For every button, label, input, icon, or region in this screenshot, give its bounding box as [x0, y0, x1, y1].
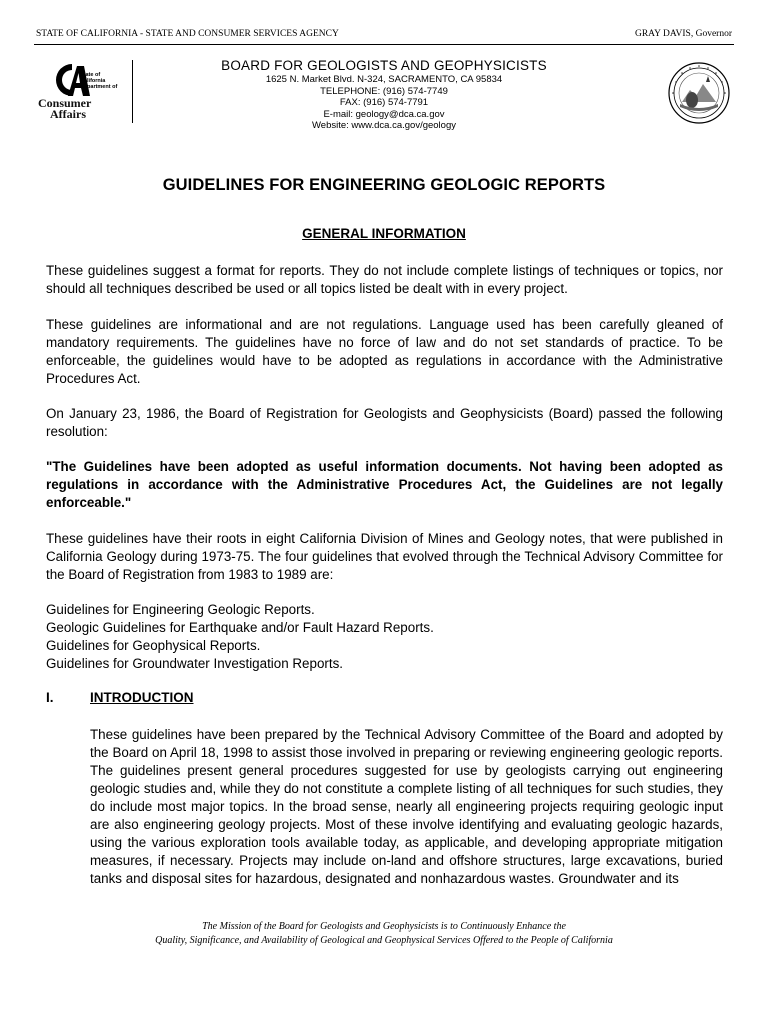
- document-title: GUIDELINES FOR ENGINEERING GEOLOGIC REPORTS: [162, 176, 606, 194]
- governor-name: GRAY DAVIS, Governor: [634, 29, 732, 39]
- paragraph-roots: These guidelines have their roots in eight California Division of Mines and Geology notes, that were published in California Geology during 1973-75. The four guidelines that evolved through the Technical Advisory Committee for the Board of Registration from 1983 to 1989 are:: [46, 531, 723, 582]
- paragraph-format: These guidelines suggest a format for reports. They do not include complete listings of techniques or topics, nor should all techniques described be used or all topics listed be dealt with in every project.: [46, 263, 723, 296]
- mission-line-2: Quality, Significance, and Availability of Geological and Geophysical Services Offered to the People of California: [155, 935, 613, 946]
- list-item: Guidelines for Engineering Geologic Reports.: [46, 602, 315, 617]
- board-telephone: TELEPHONE: (916) 574-7749: [320, 85, 448, 97]
- list-item: Guidelines for Geophysical Reports.: [46, 638, 261, 653]
- logo-affairs: Affairs: [50, 107, 86, 121]
- section-subtitle: GENERAL INFORMATION: [302, 226, 466, 241]
- board-fax: FAX: (916) 574-7791: [339, 97, 429, 108]
- mission-statement: [0, 920, 768, 948]
- board-name: BOARD FOR GEOLOGISTS AND GEOPHYSICISTS: [221, 58, 547, 73]
- paragraph-introduction: These guidelines have been prepared by the Technical Advisory Committee of the Board and adopted by the Board on April 18, 1998 to assist those involved in preparing or reviewing engineering geologic reports. The guidelines present general procedures suggested for use by geologists carrying out engineering geologic studies and, while they do not constitute a complete listing of all techniques for such studies, they do include most major topics. In the broad sense, nearly all engineering projects requiring geologic input are also engineering geology projects. Most of these involve identifying and evaluating geologic hazards, using the various exploration tools available today, as applicable, and developing appropriate mitigation measures, if necessary. Projects may include on-land and offshore structures, large excavations, buried tanks and disposal sites for hazardous, designated and nonhazardous wastes. Groundwater and its: [90, 727, 723, 886]
- logo-line-department: Department of: [80, 84, 118, 90]
- logo-small-text: [80, 72, 120, 90]
- paragraph-regulations: These guidelines are informational and are not regulations. Language used has been carefully gleaned of mandatory requirements. The guidelines have no force of law and do not set standards of practice. To be enforceable, the guidelines would have to be adopted as regulations in accordance with the Administrative Procedures Act.: [46, 317, 723, 386]
- list-item: Geologic Guidelines for Earthquake and/or Fault Hazard Reports.: [46, 620, 434, 635]
- logo-divider: [132, 60, 133, 123]
- agency-name: STATE OF CALIFORNIA - STATE AND CONSUMER SERVICES AGENCY: [36, 29, 339, 39]
- paragraph-resolution-quote: "The Guidelines have been adopted as useful information documents. Not having been adopted as regulations in accordance with the Administrative Procedures Act, the Guidelines are not legally enforceable.": [46, 459, 723, 510]
- mission-line-1: The Mission of the Board for Geologists and Geophysicists is to Continuously Enhance the: [202, 921, 566, 932]
- state-seal-icon: [668, 62, 730, 124]
- section-title: INTRODUCTION: [90, 690, 194, 705]
- board-email: E-mail: geology@dca.ca.gov: [323, 108, 445, 120]
- board-website: Website: www.dca.ca.gov/geology: [312, 120, 456, 131]
- board-address: 1625 N. Market Blvd. N-324, SACRAMENTO, CA 95834: [265, 74, 503, 85]
- logo-line-california: California: [80, 78, 106, 84]
- board-contact-block: [160, 58, 608, 132]
- paragraph-resolution-intro: On January 23, 1986, the Board of Registration for Geologists and Geophysicists (Board) passed the following resolution:: [46, 406, 723, 439]
- logo-line-state: State of: [80, 72, 101, 78]
- list-item: Guidelines for Groundwater Investigation Reports.: [46, 656, 343, 671]
- header-rule: [34, 44, 734, 45]
- letterhead-top-line: [36, 29, 732, 43]
- section-number: I.: [46, 690, 54, 705]
- consumer-affairs-logo: [34, 60, 134, 124]
- guidelines-list: [46, 601, 723, 673]
- logo-consumer: Consumer: [38, 96, 92, 110]
